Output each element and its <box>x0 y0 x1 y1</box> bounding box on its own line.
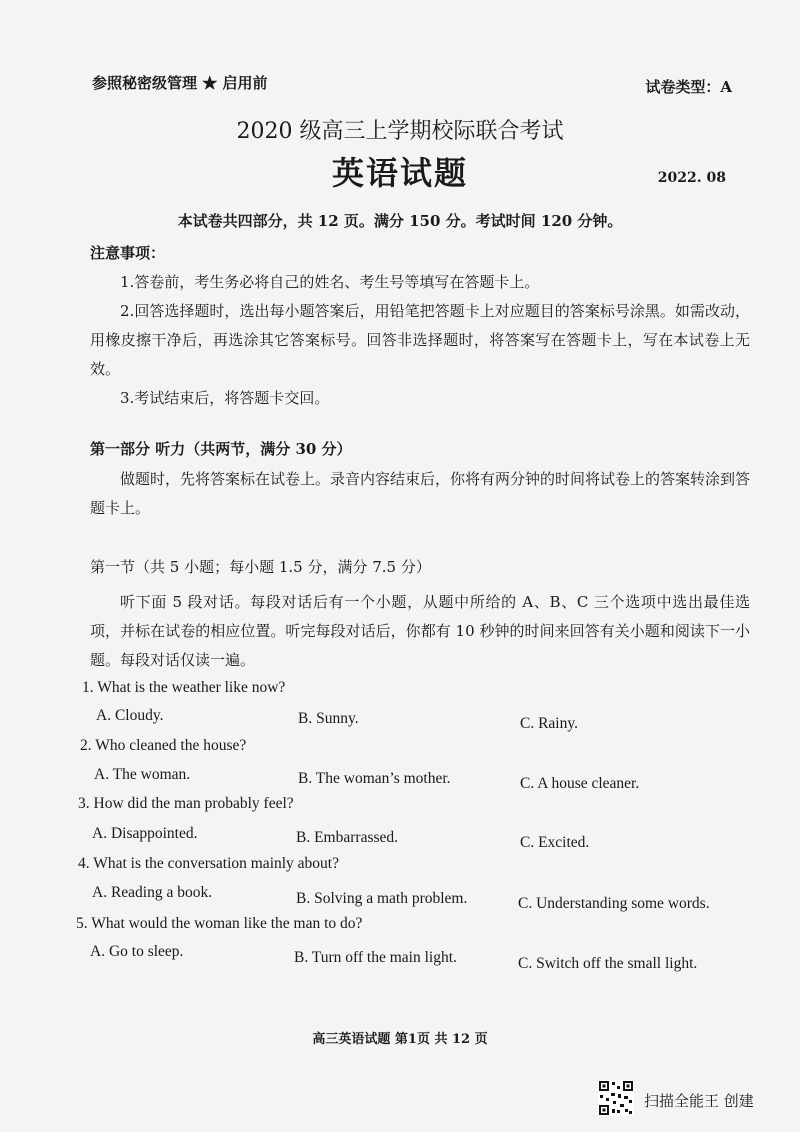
question-2-option-a: A. The woman. <box>94 766 191 783</box>
section1-instruction: 听下面 5 段对话。每段对话后有一个小题，从题中所给的 A、B、C 三个选项中选出最佳选项，并标在试卷的相应位置。听完每段对话后，你都有 10 秒钟的时间来回答有关小题和阅读下一小题。每段对话仅读一遍。 <box>90 593 750 669</box>
page-footer: 高三英语试题 第1页 共 12 页 <box>312 1032 488 1047</box>
question-5-option-c: C. Switch off the small light. <box>518 955 698 972</box>
question-1-stem: 1. What is the weather like now? <box>82 679 286 696</box>
question-3-option-c: C. Excited. <box>520 834 590 851</box>
question-4-option-a: A. Reading a book. <box>92 884 213 901</box>
question-3-option-b: B. Embarrassed. <box>296 829 399 846</box>
question-3-option-a: A. Disappointed. <box>92 825 198 842</box>
question-4-stem: 4. What is the conversation mainly about? <box>78 855 339 872</box>
question-1-option-a: A. Cloudy. <box>96 707 164 724</box>
notice-item-2: 2.回答选择题时，选出每小题答案后，用铅笔把答题卡上对应题目的答案标号涂黑。如需改动，用橡皮擦干净后，再选涂其它答案标号。回答非选择题时，将答案写在答题卡上，写在本试卷上无效。 <box>90 302 750 378</box>
question-2-stem: 2. Who cleaned the house? <box>80 737 247 754</box>
question-1-option-c: C. Rainy. <box>520 715 578 732</box>
part1-title: 第一部分 听力（共两节，满分 30 分） <box>90 440 352 458</box>
question-2-option-c: C. A house cleaner. <box>520 775 640 792</box>
notice-item-3: 3.考试结束后，将答题卡交回。 <box>120 389 330 407</box>
exam-name: 2020 级高三上学期校际联合考试 <box>236 119 564 144</box>
page-title: 英语试题 <box>331 154 468 192</box>
question-2-option-b: B. The woman’s mother. <box>298 770 451 787</box>
notice-item-1: 1.答卷前，考生务必将自己的姓名、考生号等填写在答题卡上。 <box>120 273 540 291</box>
question-4-option-c: C. Understanding some words. <box>518 895 710 912</box>
question-4-option-b: B. Solving a math problem. <box>296 890 468 907</box>
qr-code-icon <box>598 1080 634 1116</box>
exam-overview: 本试卷共四部分，共 12 页。满分 150 分。考试时间 120 分钟。 <box>177 212 623 230</box>
exam-date: 2022. 08 <box>657 170 726 186</box>
question-5-option-b: B. Turn off the main light. <box>294 949 457 966</box>
secrecy-label: 参照秘密级管理 ★ 启用前 <box>92 74 268 92</box>
notice-title: 注意事项： <box>90 244 166 262</box>
scanner-watermark: 扫描全能王 创建 <box>644 1092 754 1110</box>
section1-title: 第一节（共 5 小题；每小题 1.5 分，满分 7.5 分） <box>90 558 431 576</box>
question-5-stem: 5. What would the woman like the man to do? <box>76 915 363 932</box>
part1-instruction: 做题时，先将答案标在试卷上。录音内容结束后，你将有两分钟的时间将试卷上的答案转涂到答题卡上。 <box>90 470 751 517</box>
paper-type-label: 试卷类型：A <box>645 78 732 96</box>
question-1-option-b: B. Sunny. <box>298 710 359 727</box>
question-5-option-a: A. Go to sleep. <box>90 943 184 960</box>
question-3-stem: 3. How did the man probably feel? <box>78 795 294 812</box>
